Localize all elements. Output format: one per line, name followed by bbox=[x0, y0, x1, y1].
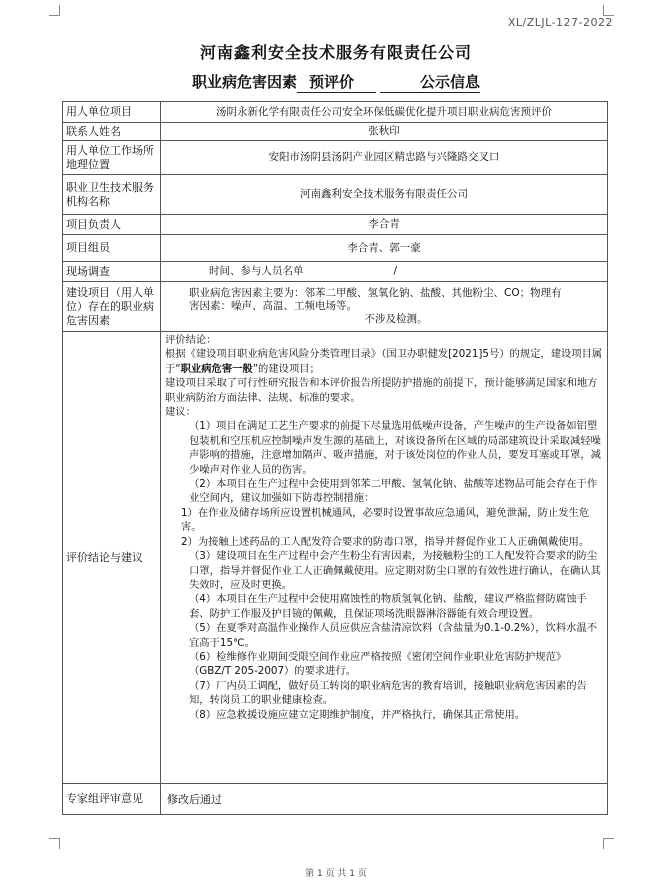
table-row bbox=[63, 141, 608, 175]
info-table bbox=[62, 101, 608, 815]
table-row bbox=[63, 262, 608, 282]
crop-mark-top-left bbox=[49, 5, 60, 16]
agency-label: 职业卫生技术服务机构名称 bbox=[63, 175, 161, 215]
eval-risk-level: 职业病危害一般 bbox=[180, 362, 253, 375]
expert-value: 修改后通过 bbox=[161, 784, 608, 815]
advice-item-4: （4）本项目在生产过程中会使用腐蚀性的物质氢氧化钠、盐酸，建议严格监督防腐蚀手套、防护工作服及护目镜的佩戴，且保证项场洗眼器淋浴器能有效合理设置。 bbox=[189, 593, 587, 620]
location-label: 用人单位工作场所地理位置 bbox=[63, 141, 161, 175]
contact-value: 张秋印 bbox=[161, 123, 608, 141]
advice-item-1: （1）项目在满足工艺生产要求的前提下尽量选用低噪声设备，产生噪声的生产设备如铝塑包装机和空压机应控制噪声发生源的基础上，对该设备所在区域的局部建筑设计采取减轻噪声影响的措施，注意增加隔声、吸声措施，对于该处岗位的作业人员，要发耳塞或耳罩，减少噪声对作业人员的伤害。 bbox=[189, 420, 601, 476]
subtitle-blank: 预评价 bbox=[297, 71, 376, 93]
advice-item-7: （7）厂内员工调配，做好员工转岗的职业病危害的教育培训，接触职业病危害因素的告知，转岗员工的职业健康检查。 bbox=[189, 679, 587, 707]
table-row bbox=[63, 123, 608, 141]
table-row bbox=[63, 332, 608, 784]
hazards-line-1: 职业病危害因素主要为：邻苯二甲酸、氢氧化钠、盐酸、其他粉尘、CO；物理有 bbox=[189, 287, 562, 299]
survey-sub-label: 时间、参与人员名单 bbox=[209, 265, 304, 277]
evaluation-value bbox=[161, 332, 608, 784]
members-value: 李合青、郭一豪 bbox=[161, 235, 608, 262]
advice-item-2: （2）本项目在生产过程中会使用到邻苯二甲酸、氢氧化钠、盐酸等述物品可能会存在于作业空间内，建议加强如下防毒控制措施： bbox=[189, 478, 598, 505]
survey-value: / bbox=[393, 265, 398, 277]
subtitle-right: 公示信息 bbox=[380, 71, 480, 93]
table-row bbox=[63, 784, 608, 815]
contact-label: 联系人姓名 bbox=[63, 123, 161, 141]
subtitle-left: 职业病危害因素 bbox=[191, 73, 297, 91]
leader-value: 李合青 bbox=[161, 215, 608, 235]
crop-mark-bottom-left bbox=[49, 838, 60, 849]
page-footer: 第 1 页 共 1 页 bbox=[305, 869, 367, 879]
agency-value: 河南鑫利安全技术服务有限责任公司 bbox=[161, 175, 608, 215]
advice-item-8: （8）应急救援设施应建立定期维护制度，并严格执行，确保其正常使用。 bbox=[189, 708, 526, 721]
hazards-line-3: 不涉及检测。 bbox=[364, 313, 428, 325]
table-row bbox=[63, 102, 608, 123]
evaluation-label: 评价结论与建议 bbox=[63, 332, 161, 784]
survey-cell bbox=[161, 262, 608, 282]
eval-premise: 建设项目采取了可行性研究报告和本评价报告所提防护措施的前提下，预计能够满足国家和地方职业病防治方面法律、法规、标准的要求。 bbox=[165, 377, 598, 404]
eval-conclusion: 根据《建设项目职业病危害风险分类管理目录》（国卫办职健发[2021]5号）的规定，建设项目属于“职业病危害一般”的建设项目； bbox=[165, 348, 603, 375]
hazards-value bbox=[161, 282, 608, 332]
employer-value: 汤阴永新化学有限责任公司安全环保低碳优化提升项目职业病危害预评价 bbox=[161, 102, 608, 123]
leader-label: 项目负责人 bbox=[63, 215, 161, 235]
expert-label: 专家组评审意见 bbox=[63, 784, 161, 815]
table-row bbox=[63, 235, 608, 262]
table-row bbox=[63, 175, 608, 215]
document-number: XL/ZLJL-127-2022 bbox=[507, 16, 613, 29]
advice-heading: 建议： bbox=[165, 406, 196, 419]
crop-mark-bottom-right bbox=[603, 838, 614, 849]
advice-item-6: （6）检维修作业期间受限空间作业应严格按照《密闭空间作业职业危害防护规范》（GBZ/T 205-2007）的要求进行。 bbox=[189, 650, 567, 678]
advice-item-5: （5）在夏季对高温作业操作人员应供应含盐清凉饮料（含盐量为0.1-0.2%），饮料水温不宜高于15℃。 bbox=[189, 622, 598, 649]
survey-label: 现场调查 bbox=[63, 262, 161, 282]
company-title: 河南鑫利安全技术服务有限责任公司 bbox=[199, 43, 472, 62]
eval-heading: 评价结论： bbox=[165, 334, 217, 346]
hazards-label: 建设项目（用人单位）存在的职业病危害因素 bbox=[63, 282, 161, 332]
table-row bbox=[63, 282, 608, 332]
members-label: 项目组员 bbox=[63, 235, 161, 262]
employer-label: 用人单位项目 bbox=[63, 102, 161, 123]
advice-item-2-2: 2）为接触上述药品的工人配发符合要求的防毒口罩，指导并督促作业工人正确佩戴使用。 bbox=[181, 535, 590, 548]
advice-item-2-1: 1）在作业及储存场所应设置机械通风，必要时设置事故应急通风，避免泄漏，防止发生危害。 bbox=[181, 506, 590, 534]
location-value: 安阳市汤阴县汤阴产业园区精忠路与兴隆路交叉口 bbox=[161, 141, 608, 175]
advice-item-3: （3）建设项目在生产过程中会产生粉尘有害因素，为接触粉尘的工人配发符合要求的防尘口罩，指导并督促作业工人正确佩戴使用。应定期对防尘口罩的有效性进行确认，在确认其失效时，应及时更换。 bbox=[189, 550, 601, 591]
hazards-line-2: 害因素：噪声、高温、工频电场等。 bbox=[189, 300, 357, 312]
document-subtitle bbox=[0, 71, 672, 93]
crop-mark-top-right bbox=[603, 5, 614, 16]
table-row bbox=[63, 215, 608, 235]
